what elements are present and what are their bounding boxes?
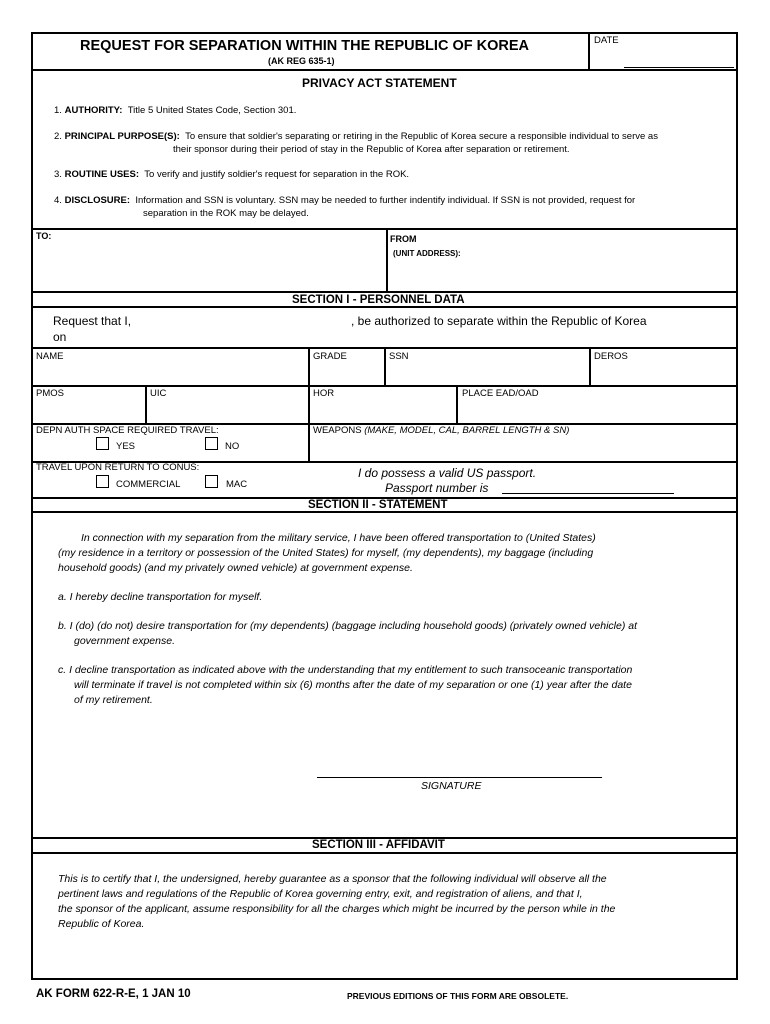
request-text-end: , be authorized to separate within the Republic of Korea bbox=[351, 314, 647, 328]
statement-intro: In connection with my separation from the military service, I have been offered transportation to (United States) (my residence in a territory or possession of the United States) for myself, (my dependents), my baggage (including household goods) (and my privately owned vehicle) at government expense. bbox=[58, 532, 596, 574]
weapons-label: WEAPONS (MAKE, MODEL, CAL, BARREL LENGTH & SN) bbox=[313, 425, 570, 436]
place-ead-label: PLACE EAD/OAD bbox=[462, 388, 539, 399]
privacy-item: 3. ROUTINE USES: To verify and justify soldier's request for separation in the ROK. bbox=[54, 169, 410, 180]
unit-address-label: (UNIT ADDRESS): bbox=[393, 249, 461, 258]
no-checkbox[interactable] bbox=[205, 437, 218, 450]
passport-statement: I do possess a valid US passport. bbox=[358, 466, 537, 480]
ssn-field[interactable] bbox=[386, 363, 588, 384]
weapons-field[interactable] bbox=[310, 437, 735, 460]
affidavit-text: This is to certify that I, the undersigned, hereby guarantee as a sponsor that the following individual will observe all the pertinent laws and regulations of the Republic of Korea governing entry, exit, and registration of aliens, and that I, the sponsor of the applicant, assume responsibility for all the charges which might be incurred by the person while in the Republic of Korea. bbox=[58, 873, 616, 930]
section3-heading: SECTION III - AFFIDAVIT bbox=[312, 839, 445, 851]
passport-number-label: Passport number is bbox=[385, 481, 489, 495]
pmos-label: PMOS bbox=[36, 388, 64, 399]
signature-label: SIGNATURE bbox=[421, 780, 482, 792]
privacy-item: 2. PRINCIPAL PURPOSE(S): To ensure that soldier's separating or retiring in the Republic of Korea secure a responsible individual to serve as bbox=[54, 131, 658, 142]
to-label: TO: bbox=[36, 231, 52, 241]
ssn-label: SSN bbox=[389, 351, 409, 362]
statement-item-a: a. I hereby decline transportation for myself. bbox=[58, 591, 263, 603]
uic-field[interactable] bbox=[147, 400, 307, 421]
obsolete-notice: PREVIOUS EDITIONS OF THIS FORM ARE OBSOLETE. bbox=[347, 991, 569, 1001]
signature-field[interactable] bbox=[317, 755, 602, 777]
grade-label: GRADE bbox=[313, 351, 347, 362]
passport-number-field[interactable] bbox=[502, 479, 674, 493]
from-label: FROM bbox=[390, 234, 417, 244]
statement-item-c: c. I decline transportation as indicated above with the understanding that my entitlement to such transoceanic transportation will terminate if travel is not completed within six (6) months after the date of my separation or one (1) year after the date of my retirement. bbox=[58, 664, 633, 706]
pmos-field[interactable] bbox=[33, 400, 144, 421]
place-ead-field[interactable] bbox=[458, 400, 735, 421]
section2-heading: SECTION II - STATEMENT bbox=[308, 499, 448, 511]
request-text-start: Request that I, bbox=[53, 314, 132, 328]
uic-label: UIC bbox=[150, 388, 167, 399]
on-label: on bbox=[53, 330, 67, 344]
statement-item-b: b. I (do) (do not) desire transportation for (my dependents) (baggage including household goods) (privately owned vehicle) at government expense. bbox=[58, 620, 637, 647]
grade-field[interactable] bbox=[310, 363, 383, 384]
hor-label: HOR bbox=[313, 388, 335, 399]
form-regulation: (AK REG 635-1) bbox=[268, 56, 335, 66]
deros-label: DEROS bbox=[594, 351, 628, 362]
form-title: REQUEST FOR SEPARATION WITHIN THE REPUBLIC OF KOREA bbox=[80, 38, 529, 54]
to-address-field[interactable] bbox=[33, 242, 385, 290]
separation-date-field[interactable] bbox=[75, 328, 275, 344]
privacy-heading: PRIVACY ACT STATEMENT bbox=[302, 76, 457, 90]
yes-label: YES bbox=[116, 441, 136, 452]
form-number: AK FORM 622-R-E, 1 JAN 10 bbox=[36, 988, 191, 1000]
mac-label: MAC bbox=[226, 479, 248, 490]
deros-field[interactable] bbox=[591, 363, 735, 384]
date-field[interactable] bbox=[591, 46, 735, 68]
name-label: NAME bbox=[36, 351, 64, 362]
privacy-item: 1. AUTHORITY: Title 5 United States Code, Section 301. bbox=[54, 105, 297, 116]
mac-checkbox[interactable] bbox=[205, 475, 218, 488]
no-label: NO bbox=[225, 441, 240, 452]
date-label: DATE bbox=[594, 35, 619, 46]
privacy-item: 4. DISCLOSURE: Information and SSN is voluntary. SSN may be needed to further indentify individual. If SSN is not provided, request for bbox=[54, 195, 636, 206]
section1-heading: SECTION I - PERSONNEL DATA bbox=[292, 294, 465, 306]
commercial-label: COMMERCIAL bbox=[116, 479, 181, 490]
privacy-item-continuation: separation in the ROK may be delayed. bbox=[143, 208, 309, 219]
travel-conus-label: TRAVEL UPON RETURN TO CONUS: bbox=[36, 462, 200, 473]
hor-field[interactable] bbox=[310, 400, 455, 421]
from-address-field[interactable] bbox=[388, 262, 735, 290]
name-field[interactable] bbox=[33, 363, 307, 384]
yes-checkbox[interactable] bbox=[96, 437, 109, 450]
requester-name-field[interactable] bbox=[145, 312, 345, 328]
depn-travel-label: DEPN AUTH SPACE REQUIRED TRAVEL: bbox=[36, 425, 219, 436]
commercial-checkbox[interactable] bbox=[96, 475, 109, 488]
privacy-item-continuation: their sponsor during their period of stay in the Republic of Korea after separation or retirement. bbox=[173, 144, 570, 155]
